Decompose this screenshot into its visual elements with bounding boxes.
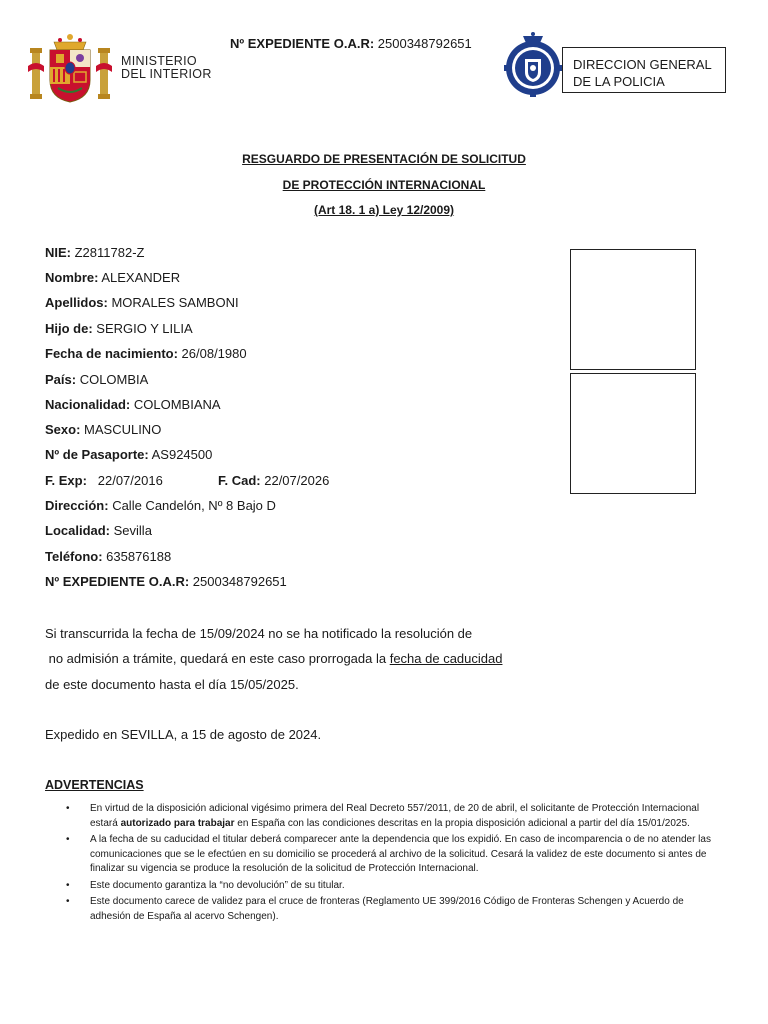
field-f-exp (45, 473, 163, 488)
warning-text: en España con las condiciones descritas en la propia disposición adicional a partir del día 15/01/2025. (234, 817, 690, 829)
header-expediente-value: 2500348792651 (374, 36, 472, 51)
field-value: 2500348792651 (189, 574, 287, 589)
policia-nacional-badge-icon (502, 32, 564, 98)
field-f-cad (218, 473, 329, 488)
warning-text: Este documento carece de validez para el cruce de fronteras (Reglamento UE 399/2016 Código de Fronteras Schengen y Acuerdo de adhesión de España al acervo Schengen). (90, 896, 684, 922)
document-title-line3: (Art 18. 1 a) Ley 12/2009) (313, 203, 455, 217)
warning-text: Este documento garantiza la “no devolución” de su titular. (90, 879, 345, 891)
field-value: Z2811782-Z (71, 245, 145, 260)
field-value: Calle Candelón, Nº 8 Bajo D (108, 498, 276, 513)
notice-expiry-link-text: fecha de caducidad (389, 651, 503, 666)
field-fecha-nacimiento (45, 346, 247, 361)
notice-line3: de este documento hasta el día 15/05/2025. (45, 677, 299, 692)
notice-line2 (45, 651, 502, 666)
field-value: 22/07/2016 (86, 473, 163, 488)
police-line1: DIRECCION GENERAL (573, 57, 712, 72)
notice-line1: Si transcurrida la fecha de 15/09/2024 no se ha notificado la resolución de (45, 626, 473, 641)
field-hijo-de (45, 321, 193, 336)
spanish-coat-of-arms-icon (28, 32, 112, 104)
field-label: Nº de Pasaporte: (45, 447, 149, 462)
field-label: Localidad: (45, 523, 111, 538)
ministry-name (121, 55, 212, 81)
document-title-line1: RESGUARDO DE PRESENTACIÓN DE SOLICITUD (242, 152, 526, 166)
field-direccion (45, 498, 276, 513)
photo-box-bottom (570, 373, 696, 494)
field-label: Nombre: (45, 270, 99, 285)
warning-item (66, 879, 726, 894)
field-nie (45, 245, 144, 260)
field-value: MASCULINO (80, 422, 162, 437)
warning-item (66, 833, 726, 877)
field-telefono (45, 549, 171, 564)
field-pais (45, 372, 148, 387)
field-value: COLOMBIA (76, 372, 149, 387)
field-label: Hijo de: (45, 321, 93, 336)
bullet-icon: • (66, 803, 70, 814)
field-value: AS924500 (148, 447, 213, 462)
warning-item (66, 802, 726, 831)
warning-text: En virtud de la disposición adicional vigésimo primera del Real Decreto 557/2011, de 20 de abril, el solicitante de Protección Internacional estará (90, 803, 700, 829)
field-label: Nacionalidad: (45, 397, 131, 412)
field-value: ALEXANDER (98, 270, 181, 285)
field-nacionalidad (45, 397, 221, 412)
field-value: 26/08/1980 (177, 346, 247, 361)
field-label: Teléfono: (45, 549, 103, 564)
field-label: F. Cad: (218, 473, 261, 488)
warning-emphasis: autorizado para trabajar (120, 817, 235, 829)
document-title-line2: DE PROTECCIÓN INTERNACIONAL (282, 178, 486, 192)
field-pasaporte (45, 447, 212, 462)
police-line2: DE LA POLICIA (573, 74, 665, 89)
field-label: País: (45, 372, 77, 387)
field-value: MORALES SAMBONI (107, 295, 239, 310)
field-label: Nº EXPEDIENTE O.A.R: (45, 574, 190, 589)
warnings-title: ADVERTENCIAS (45, 778, 144, 792)
issued-statement: Expedido en SEVILLA, a 15 de agosto de 2024. (45, 727, 322, 742)
field-label: Fecha de nacimiento: (45, 346, 178, 361)
field-value: COLOMBIANA (130, 397, 221, 412)
police-directorate-box (562, 47, 726, 93)
field-value: SERGIO Y LILIA (92, 321, 193, 336)
notice-line2-text: no admisión a trámite, quedará en este caso prorrogada la (45, 651, 390, 666)
warning-text: A la fecha de su caducidad el titular deberá comparecer ante la dependencia que los expidió. En caso de incomparencia o de no atender las comunicaciones que se le efectúen en su domicilio se procederá al archivo de la solicitud. Cesará la validez de este documento si antes de finalizar su vigencia se produce la resolución de la solicitud de Protección Internacional. (90, 834, 711, 874)
bullet-icon: • (66, 834, 70, 845)
warnings-list (66, 802, 726, 926)
field-value: 22/07/2026 (260, 473, 330, 488)
photo-box-top (570, 249, 696, 370)
ministry-line2: DEL INTERIOR (121, 67, 212, 81)
field-label: Apellidos: (45, 295, 108, 310)
field-sexo (45, 422, 161, 437)
field-localidad (45, 523, 152, 538)
header-expediente-label: Nº EXPEDIENTE O.A.R: (230, 36, 375, 51)
warning-item (66, 895, 726, 924)
ministry-line1: MINISTERIO (121, 54, 197, 68)
field-nombre (45, 270, 180, 285)
field-label: F. Exp: (45, 473, 87, 488)
field-label: Dirección: (45, 498, 109, 513)
field-apellidos (45, 295, 239, 310)
bullet-icon: • (66, 879, 70, 891)
field-expediente (45, 574, 287, 589)
field-label: NIE: (45, 245, 71, 260)
field-label: Sexo: (45, 422, 81, 437)
header-expediente (230, 36, 472, 51)
bullet-icon: • (66, 896, 70, 907)
field-value: 635876188 (102, 549, 172, 564)
field-value: Sevilla (110, 523, 152, 538)
